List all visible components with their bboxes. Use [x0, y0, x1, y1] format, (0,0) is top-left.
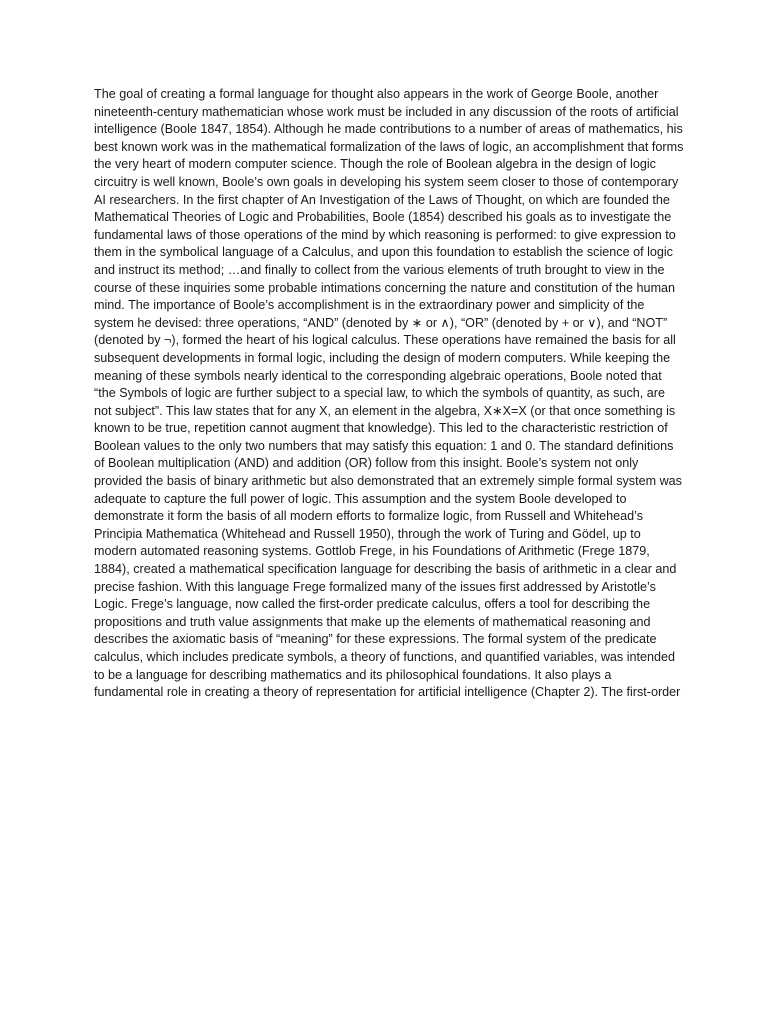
body-paragraph: The goal of creating a formal language for thought also appears in the work of George Boole, another nineteenth-century mathematician whose work must be included in any discussion of the roots of artificial intelligence (Boole 1847, 1854). Although he made contributions to a number of areas of mathematics, his best known work was in the mathematical formalization of the laws of logic, an accomplishment that forms the very heart of modern computer science. Though the role of Boolean algebra in the design of logic circuitry is well known, Boole’s own goals in developing his system seem closer to those of contemporary AI researchers. In the first chapter of An Investigation of the Laws of Thought, on which are founded the Mathematical Theories of Logic and Probabilities, Boole (1854) described his goals as to investigate the fundamental laws of those operations of the mind by which reasoning is performed: to give expression to them in the symbolical language of a Calculus, and upon this foundation to establish the science of logic and instruct its method; …and finally to collect from the various elements of truth brought to view in the course of these inquiries some probable intimations concerning the nature and constitution of the human mind. The importance of Boole’s accomplishment is in the extraordinary power and simplicity of the system he devised: three operations, “AND” (denoted by ∗ or ∧), “OR” (denoted by + or ∨), and “NOT” (denoted by ¬), formed the heart of his logical calculus. These operations have remained the basis for all subsequent developments in formal logic, including the design of modern computers. While keeping the meaning of these symbols nearly identical to the corresponding algebraic operations, Boole noted that “the Symbols of logic are further subject to a special law, to which the symbols of quantity, as such, are not subject”. This law states that for any X, an element in the algebra, X∗X=X (or that once something is known to be true, repetition cannot augment that knowledge). This led to the characteristic restriction of Boolean values to the only two numbers that may satisfy this equation: 1 and 0. The standard definitions of Boolean multiplication (AND) and addition (OR) follow from this insight. Boole’s system not only provided the basis of binary arithmetic but also demonstrated that an extremely simple formal system was adequate to capture the full power of logic. This assumption and the system Boole developed to demonstrate it form the basis of all modern efforts to formalize logic, from Russell and Whitehead’s Principia Mathematica (Whitehead and Russell 1950), through the work of Turing and Gödel, up to modern automated reasoning systems. Gottlob Frege, in his Foundations of Arithmetic (Frege 1879, 1884), created a mathematical specification language for describing the basis of arithmetic in a clear and precise fashion. With this language Frege formalized many of the issues first addressed by Aristotle’s Logic. Frege’s language, now called the first-order predicate calculus, offers a tool for describing the propositions and truth value assignments that make up the elements of mathematical reasoning and describes the axiomatic basis of “meaning” for these expressions. The formal system of the predicate calculus, which includes predicate symbols, a theory of functions, and quantified variables, was intended to be a language for describing mathematics and its philosophical foundations. It also plays a fundamental role in creating a theory of representation for artificial intelligence (Chapter 2). The first-order — [94, 87, 684, 700]
